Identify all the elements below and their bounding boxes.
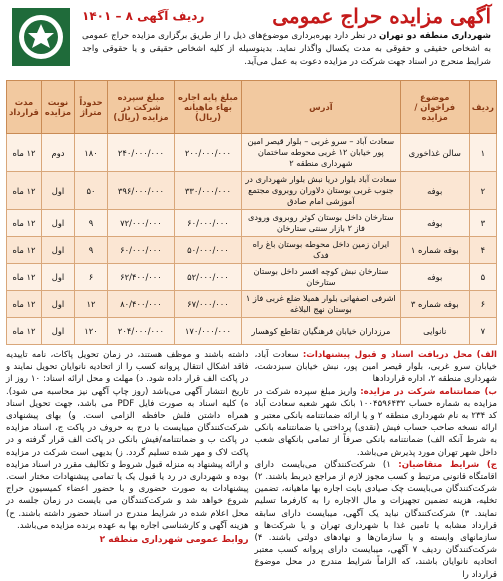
table-cell: ۱۲ ماه	[7, 264, 42, 291]
table-cell: ۱۲ ماه	[7, 134, 42, 172]
notice-title: آگهی مزایده حراج عمومی	[272, 4, 491, 28]
intro-bold: شهرداری منطقه دو تهران	[379, 31, 491, 41]
table-cell: ۶۷/۰۰۰/۰۰۰	[175, 291, 242, 318]
col-base-rent: مبلغ پایه اجاره بهاء ماهیانه (ریال)	[175, 81, 242, 134]
table-cell: مرزداران خیابان فرهنگیان تقاطع کوهسار	[242, 318, 401, 345]
table-cell: دوم	[42, 134, 75, 172]
table-cell: ۱۷۰/۰۰۰/۰۰۰	[175, 318, 242, 345]
table-cell: ۱۲ ماه	[7, 210, 42, 237]
table-cell: نانوایی	[400, 318, 469, 345]
table-cell: ۱۲ ماه	[7, 172, 42, 210]
table-cell: ۴	[469, 237, 496, 264]
public-relations-footer: روابط عمومی شهرداری منطقه ۲	[99, 535, 249, 546]
table-cell: اول	[42, 291, 75, 318]
table-row	[7, 318, 497, 345]
table-cell: ۸۰/۴۰۰/۰۰۰	[108, 291, 175, 318]
table-cell: ۲۴۰/۰۰۰/۰۰۰	[108, 134, 175, 172]
table-row	[7, 172, 497, 210]
table-cell: ۵۰/۰۰۰/۰۰۰	[175, 237, 242, 264]
condition-section-text: ۱) شرکت‌کنندگان می‌بایست دارای اقامتگاه قانونی مرتبط و کسب مجوز لازم از مراجع ذیربط باشند. ۲) شرکت‌کنندگان می‌بایست چک صیادی بابت اجاره بها ماهیانه، تضمین تخلیه، هزینه تضمین تجهیزات و مال الاجاره را به کارفرما تسلیم نمایند. ۳) شرکت‌کنندگان نباید یک آگهی، میبایست دارای سابقه قرارداد مشابه یا تامین غذا با شهرداری تهران و یا شرکت‌ها و سازمانهای وابسته و یا سازمان‌ها و نهادهای دولتی باشند. ۴) شرکت‌کنندگان ردیف ۷ آگهی، میبایست دارای پروانه کسب معتبر اتحادیه نانوایان باشند، که الزاماً شرایط مندرج در محل موضوع قرارداد را	[254, 459, 497, 580]
table-cell: بوفه شماره ۳	[400, 291, 469, 318]
intro-paragraph	[82, 30, 491, 69]
table-row	[7, 134, 497, 172]
table-cell: بوفه شماره ۱	[400, 237, 469, 264]
table-cell: ۶	[75, 264, 108, 291]
table-cell: ستارخان داخل بوستان کوثر روبروی ورودی فاز ۲ بازار سنتی ستارخان	[242, 210, 401, 237]
table-cell: ۱۲۰	[75, 318, 108, 345]
table-cell: ۲۰۰/۰۰۰/۰۰۰	[175, 134, 242, 172]
col-round: نوبت مزایده	[42, 81, 75, 134]
row-tag: ردیف آگهی ۸ – ۱۴۰۱	[82, 9, 205, 23]
table-row	[7, 291, 497, 318]
auction-table	[6, 80, 497, 345]
table-cell: ایران زمین داخل محوطه بوستان باغ راه فدک	[242, 237, 401, 264]
conditions-left-column	[6, 349, 249, 581]
table-row	[7, 210, 497, 237]
table-cell: ۶۲/۴۰۰/۰۰۰	[108, 264, 175, 291]
table-cell: ۷۲/۰۰۰/۰۰۰	[108, 210, 175, 237]
table-cell: ۱۸۰	[75, 134, 108, 172]
col-address: آدرس	[242, 81, 401, 134]
table-cell: بوفه	[400, 210, 469, 237]
table-cell: بوفه	[400, 264, 469, 291]
condition-section-title: ج) شرایط متقاضیان:	[398, 459, 497, 470]
table-cell: اول	[42, 264, 75, 291]
table-cell: ۹	[75, 210, 108, 237]
table-cell: ۲۰۴/۰۰۰/۰۰۰	[108, 318, 175, 345]
table-cell: سعادت آباد – سرو غربی – بلوار قیصر امین پور خیابان ۱۲ غربی محوطه ساختمان شهرداری منطقه ۲	[242, 134, 401, 172]
table-header-row	[7, 81, 497, 134]
conditions-right-column	[255, 349, 498, 581]
col-deposit: مبلغ سپرده شرکت در مزایده (ریال)	[108, 81, 175, 134]
table-cell: ۶	[469, 291, 496, 318]
table-cell: سعادت آباد بلوار دریا نبش بلوار شهرداری در جنوب غربی بوستان دلاوران روبروی مجتمع آموزشی امام صادق	[242, 172, 401, 210]
col-row: ردیف	[469, 81, 496, 134]
condition-section	[255, 459, 498, 581]
col-duration: مدت قرارداد	[7, 81, 42, 134]
table-cell: اول	[42, 210, 75, 237]
table-cell: اشرفی اصفهانی بلوار همیلا ضلع غربی فاز ۱ بوستان نهج البلاغه	[242, 291, 401, 318]
table-row	[7, 237, 497, 264]
condition-section-title: ب) ضمانتنامه شرکت در مزایده:	[360, 386, 498, 397]
municipality-logo	[6, 4, 76, 70]
table-cell: ۱۲ ماه	[7, 318, 42, 345]
table-cell: ۱	[469, 134, 496, 172]
col-subject: موضوع فراخوان / مزایده	[400, 81, 469, 134]
table-cell: سالن غذاخوری	[400, 134, 469, 172]
conditions-left-text: داشته باشند و موظف هستند، در زمان تحویل پاکات، نامه تاییدیه فاقد اشکال انتقال پروانه کسب را از اتحادیه نانوایان تحویل نمایند و در پاکت الف قرار داده شود. د) مهلت و محل ارائه اسناد: ۱۰ روز از تاریخ انتشار آگهی می‌باشد (روز چاپ آگهی نیز محاسبه می شود). ه) کلیه اسناد به صورت فایل PDF می باشد، جهت تحویل اسناد همراه داشتن فلش حافظه الزامی است. و) بهای پیشنهادی شرکت‌کنندگان میبایست با درج به حروف در پاکت ج، اسناد مزایده در پاکت ب و ضمانتنامه/فیش بانکی در پاکت الف قرار گرفته و در پاکت لاک و مهر شده تسلیم گردد. ز) بدیهی است شرکت در مزایده و ارائه پیشنهاد به منزله قبول شروط و تکالیف مقرر در اسناد مزایده بوده و شهرداری در رد یا قبول یک یا تمامی پیشنهادات مختار است. پیشنهادات به صورت حضوری و با حضور اعضاء کمیسیون حراج شروع خواهد شد و شرکت‌کنندگان می بایست در زمان جلسه در محل اعلام شده در شرایط مندرج در اسناد حضور داشته باشند. ح) هزینه آگهی و کارشناسی اجاره بها به عهده برنده مزایده می‌باشد.	[6, 350, 249, 531]
municipality-logo-icon	[10, 6, 72, 68]
conditions-body	[6, 349, 497, 581]
table-cell: ۶۰/۰۰۰/۰۰۰	[108, 237, 175, 264]
table-cell: ۱۲	[75, 291, 108, 318]
table-cell: ۱۲ ماه	[7, 237, 42, 264]
table-cell: ۵	[469, 264, 496, 291]
table-cell: ۷	[469, 318, 496, 345]
condition-section-text: سعادت آباد، خیابان سرو غربی، بلوار قیصر امین پور، نبش خیابان سبزدشت، شهرداری منطقه ۲، اداره قراردادها	[254, 350, 497, 385]
condition-section-title: الف) محل دریافت اسناد و قبول پیشنهادات:	[302, 350, 497, 360]
table-cell: اول	[42, 318, 75, 345]
table-cell: ۲	[469, 172, 496, 210]
table-cell: اول	[42, 237, 75, 264]
intro-text: در نظر دارد بهره‌برداری موضوع‌های ذیل را از طریق برگزاری مزایده حراج عمومی به اشخاص حقیقی و حقوقی به مدت یکسال واگذار نماید. بدینوسیله از کلیه اشخاص حقیقی و یا حقوقی واجد شرایط منحرج در اسناد جهت شرکت در مزایده دعوت به عمل می‌آید.	[82, 31, 491, 67]
table-cell: بوفه	[400, 172, 469, 210]
table-body	[7, 134, 497, 345]
table-cell: اول	[42, 172, 75, 210]
col-area: حدوداً متراژ	[75, 81, 108, 134]
table-cell: ۱۲ ماه	[7, 291, 42, 318]
table-cell: ۳۹۶/۰۰۰/۰۰۰	[108, 172, 175, 210]
table-cell: ۳	[469, 210, 496, 237]
condition-section	[255, 349, 498, 386]
table-cell: ستارخان نبش کوچه افسر داخل بوستان ستارخان	[242, 264, 401, 291]
table-cell: ۹	[75, 237, 108, 264]
table-cell: ۳۳۰/۰۰۰/۰۰۰	[175, 172, 242, 210]
header-text	[76, 4, 497, 69]
table-cell: ۵۰	[75, 172, 108, 210]
notice-header	[6, 4, 497, 76]
condition-section	[255, 386, 498, 459]
table-cell: ۶۰/۰۰۰/۰۰۰	[175, 210, 242, 237]
table-cell: ۵۲/۰۰۰/۰۰۰	[175, 264, 242, 291]
condition-section-text: واریز مبلغ سپرده شرکت در مزایده به شماره حساب ۱۰۰۴۵۹۶۴۳۲ بانک شهر شعبه سعادت آباد کد ۲۳۴ به نام شهرداری منطقه ۲ و یا ارائه ضمانتنامه بانکی معتبر و ارائه نسخه صاحب حساب فیش (نقدی) پرداختی یا ضمانتنامه بانکی به شرط آنکه الف) ضمانتنامه بانکی صرفاً از تمامی بانکهای شعب داخل شهر تهران مورد پذیرش می‌باشد.	[254, 386, 497, 458]
table-row	[7, 264, 497, 291]
